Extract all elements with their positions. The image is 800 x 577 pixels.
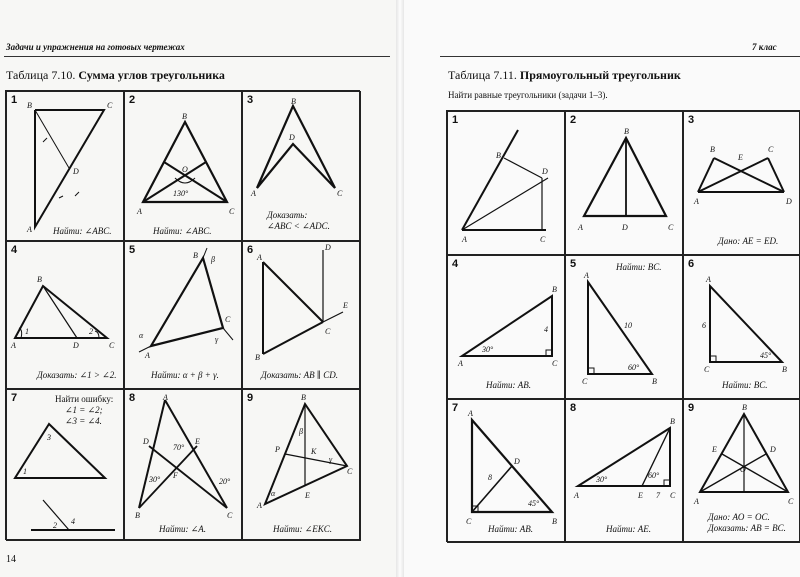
svg-text:A: A xyxy=(462,235,467,244)
svg-text:D: D xyxy=(770,445,776,454)
left-cell-1: 1 B C A D Найти: ∠ABC. xyxy=(6,91,124,241)
rdiagram-4 xyxy=(448,256,566,400)
svg-text:P: P xyxy=(275,445,280,454)
svg-text:4: 4 xyxy=(544,325,548,334)
right-subtitle: Найти равные треугольники (задачи 1–3). xyxy=(448,90,608,100)
svg-text:C: C xyxy=(670,491,676,500)
rdiagram-7 xyxy=(448,400,566,544)
svg-text:D: D xyxy=(143,437,149,446)
svg-text:B: B xyxy=(135,511,140,520)
svg-text:B: B xyxy=(496,151,501,160)
svg-text:A: A xyxy=(257,253,262,262)
right-cell-3: 3 B E C A D Дано: AE = ED. xyxy=(683,111,800,255)
svg-text:C: C xyxy=(668,223,674,232)
svg-text:30°: 30° xyxy=(149,475,161,484)
caption-8: Найти: ∠A. xyxy=(159,524,207,534)
rdiagram-3 xyxy=(684,112,800,256)
svg-text:O: O xyxy=(182,165,188,174)
svg-text:A: A xyxy=(145,351,150,360)
svg-text:B: B xyxy=(27,101,32,110)
rcaption-9: Дано: AO = OC. Доказать: AB = BC. xyxy=(708,512,786,533)
svg-text:30°: 30° xyxy=(482,345,494,354)
svg-text:45°: 45° xyxy=(528,499,540,508)
rcaption-4: Найти: AB. xyxy=(486,380,531,390)
svg-text:20°: 20° xyxy=(219,477,231,486)
caption-7: Найти ошибку: ∠1 = ∠2; ∠3 = ∠4. xyxy=(55,394,114,426)
svg-text:C: C xyxy=(704,365,710,374)
svg-text:C: C xyxy=(107,101,113,110)
svg-text:6: 6 xyxy=(702,321,706,330)
svg-text:B: B xyxy=(670,417,675,426)
svg-text:F: F xyxy=(173,471,178,480)
right-cell-4: 4 B A C 30° 4 Найти: AB. xyxy=(447,255,565,399)
svg-text:70°: 70° xyxy=(173,443,185,452)
left-problem-grid xyxy=(5,90,360,540)
svg-text:4: 4 xyxy=(71,517,75,526)
svg-text:C: C xyxy=(582,377,588,386)
svg-text:60°: 60° xyxy=(628,363,640,372)
svg-text:B: B xyxy=(742,403,747,412)
svg-text:C: C xyxy=(337,189,343,198)
left-cell-3: 3 B A C D Доказать: ∠ABC < ∠ADC. xyxy=(242,91,361,241)
rdiagram-1 xyxy=(448,112,566,256)
right-cell-8: 8 B A E C 30° 60° 7 Найти: AE. xyxy=(565,399,683,543)
svg-text:A: A xyxy=(458,359,463,368)
svg-text:A: A xyxy=(578,223,583,232)
left-cell-6: 6 A B C D E Доказать: AB ∥ CD. xyxy=(242,241,361,389)
svg-text:β: β xyxy=(211,255,215,264)
svg-text:D: D xyxy=(73,341,79,350)
right-table-title: Таблица 7.11. Прямоугольный треугольник xyxy=(448,68,681,82)
svg-text:D: D xyxy=(542,167,548,176)
svg-text:B: B xyxy=(37,275,42,284)
svg-text:C: C xyxy=(768,145,774,154)
svg-text:C: C xyxy=(325,327,331,336)
svg-text:B: B xyxy=(782,365,787,374)
caption-6: Доказать: AB ∥ CD. xyxy=(261,370,338,380)
svg-text:C: C xyxy=(540,235,546,244)
svg-text:30°: 30° xyxy=(596,475,608,484)
right-cell-1: 1 B D A C xyxy=(447,111,565,255)
svg-text:1: 1 xyxy=(23,467,27,476)
svg-text:A: A xyxy=(11,341,16,350)
svg-text:2: 2 xyxy=(53,521,57,530)
svg-text:C: C xyxy=(347,467,353,476)
svg-text:E: E xyxy=(712,445,717,454)
caption-3: Доказать: ∠ABC < ∠ADC. xyxy=(267,210,330,231)
right-cell-9: 9 B E D O A C Дано: AO = OC. Доказать: AB = BC. xyxy=(683,399,800,543)
svg-text:D: D xyxy=(73,167,79,176)
svg-text:B: B xyxy=(552,285,557,294)
rdiagram-6 xyxy=(684,256,800,400)
svg-text:A: A xyxy=(163,393,168,402)
svg-text:7: 7 xyxy=(656,491,660,500)
right-cell-6: 6 A C B 6 45° Найти: BC. xyxy=(683,255,800,399)
svg-text:B: B xyxy=(291,97,296,106)
rcaption-5: Найти: BC. xyxy=(616,262,662,272)
left-cell-2: 2 B A C O 130° Найти: ∠ABC. xyxy=(124,91,242,241)
svg-text:B: B xyxy=(624,127,629,136)
left-cell-7: 7 3 1 2 4 Найти ошибку: ∠1 = ∠2; ∠3 = ∠4. xyxy=(6,389,124,541)
svg-text:A: A xyxy=(694,497,699,506)
diagram-2 xyxy=(125,92,243,242)
diagram-9 xyxy=(243,390,362,542)
svg-text:10: 10 xyxy=(624,321,632,330)
caption-2: Найти: ∠ABC. xyxy=(153,226,212,236)
left-head-rule xyxy=(4,56,390,57)
svg-text:3: 3 xyxy=(47,433,51,442)
svg-text:γ: γ xyxy=(329,455,333,464)
right-problem-grid xyxy=(446,110,800,542)
svg-text:2: 2 xyxy=(89,327,93,336)
left-cell-5: 5 B A C β α γ Найти: α + β + γ. xyxy=(124,241,242,389)
svg-text:A: A xyxy=(257,501,262,510)
svg-text:E: E xyxy=(738,153,743,162)
svg-text:K: K xyxy=(311,447,317,456)
caption-4: Доказать: ∠1 > ∠2. xyxy=(37,370,117,380)
svg-text:C: C xyxy=(229,207,235,216)
svg-text:E: E xyxy=(195,437,200,446)
svg-text:B: B xyxy=(710,145,715,154)
rdiagram-2 xyxy=(566,112,684,256)
svg-text:8: 8 xyxy=(488,473,492,482)
svg-text:A: A xyxy=(137,207,142,216)
svg-text:B: B xyxy=(182,112,187,121)
svg-text:E: E xyxy=(343,301,348,310)
svg-text:C: C xyxy=(227,511,233,520)
rdiagram-8 xyxy=(566,400,684,544)
svg-text:A: A xyxy=(27,225,32,234)
rcaption-6: Найти: BC. xyxy=(722,380,768,390)
svg-text:C: C xyxy=(109,341,115,350)
svg-text:1: 1 xyxy=(25,327,29,336)
svg-text:A: A xyxy=(694,197,699,206)
left-cell-4: 4 B A D C 1 2 Доказать: ∠1 > ∠2. xyxy=(6,241,124,389)
svg-text:B: B xyxy=(552,517,557,526)
diagram-5 xyxy=(125,242,243,390)
svg-text:A: A xyxy=(574,491,579,500)
right-head-rule xyxy=(440,56,800,57)
caption-5: Найти: α + β + γ. xyxy=(151,370,219,380)
svg-text:E: E xyxy=(305,491,310,500)
right-cell-5: 5 A C B 10 60° Найти: BC. xyxy=(565,255,683,399)
svg-text:A: A xyxy=(251,189,256,198)
diagram-6 xyxy=(243,242,362,390)
right-cell-2: 2 B A D C xyxy=(565,111,683,255)
svg-text:60°: 60° xyxy=(648,471,660,480)
svg-text:B: B xyxy=(193,251,198,260)
svg-text:C: C xyxy=(788,497,794,506)
svg-text:α: α xyxy=(271,489,276,498)
rcaption-8: Найти: AE. xyxy=(606,524,651,534)
svg-text:B: B xyxy=(301,393,306,402)
svg-text:α: α xyxy=(139,331,144,340)
svg-text:45°: 45° xyxy=(760,351,772,360)
svg-text:E: E xyxy=(638,491,643,500)
diagram-8 xyxy=(125,390,243,542)
right-cell-7: 7 A D C B 8 45° Найти: AB. xyxy=(447,399,565,543)
svg-text:C: C xyxy=(552,359,558,368)
svg-text:D: D xyxy=(514,457,520,466)
right-running-head: 7 клас xyxy=(752,42,777,52)
svg-text:C: C xyxy=(225,315,231,324)
svg-text:C: C xyxy=(466,517,472,526)
book-gutter xyxy=(396,0,404,577)
svg-text:B: B xyxy=(255,353,260,362)
svg-text:A: A xyxy=(584,271,589,280)
svg-text:β: β xyxy=(299,427,303,436)
svg-text:D: D xyxy=(325,243,331,252)
rdiagram-5 xyxy=(566,256,684,400)
left-cell-9: 9 B A C P K E β α γ Найти: ∠EKC. xyxy=(242,389,361,541)
caption-1: Найти: ∠ABC. xyxy=(53,226,112,236)
svg-text:D: D xyxy=(289,133,295,142)
diagram-4 xyxy=(7,242,125,390)
diagram-1 xyxy=(7,92,125,242)
svg-text:γ: γ xyxy=(215,335,219,344)
left-cell-8: 8 A D E F B C 70° 30° 20° Найти: ∠A. xyxy=(124,389,242,541)
svg-text:A: A xyxy=(468,409,473,418)
left-table-title: Таблица 7.10. Сумма углов треугольника xyxy=(6,68,225,82)
rcaption-7: Найти: AB. xyxy=(488,524,533,534)
caption-9: Найти: ∠EKC. xyxy=(273,524,333,534)
svg-text:130°: 130° xyxy=(173,189,189,198)
rcaption-3: Дано: AE = ED. xyxy=(718,236,779,246)
svg-text:A: A xyxy=(706,275,711,284)
svg-text:O: O xyxy=(740,465,746,474)
svg-text:B: B xyxy=(652,377,657,386)
left-running-head: Задачи и упражнения на готовых чертежах xyxy=(6,42,185,52)
svg-text:D: D xyxy=(622,223,628,232)
svg-text:D: D xyxy=(786,197,792,206)
left-page-number: 14 xyxy=(6,554,16,565)
